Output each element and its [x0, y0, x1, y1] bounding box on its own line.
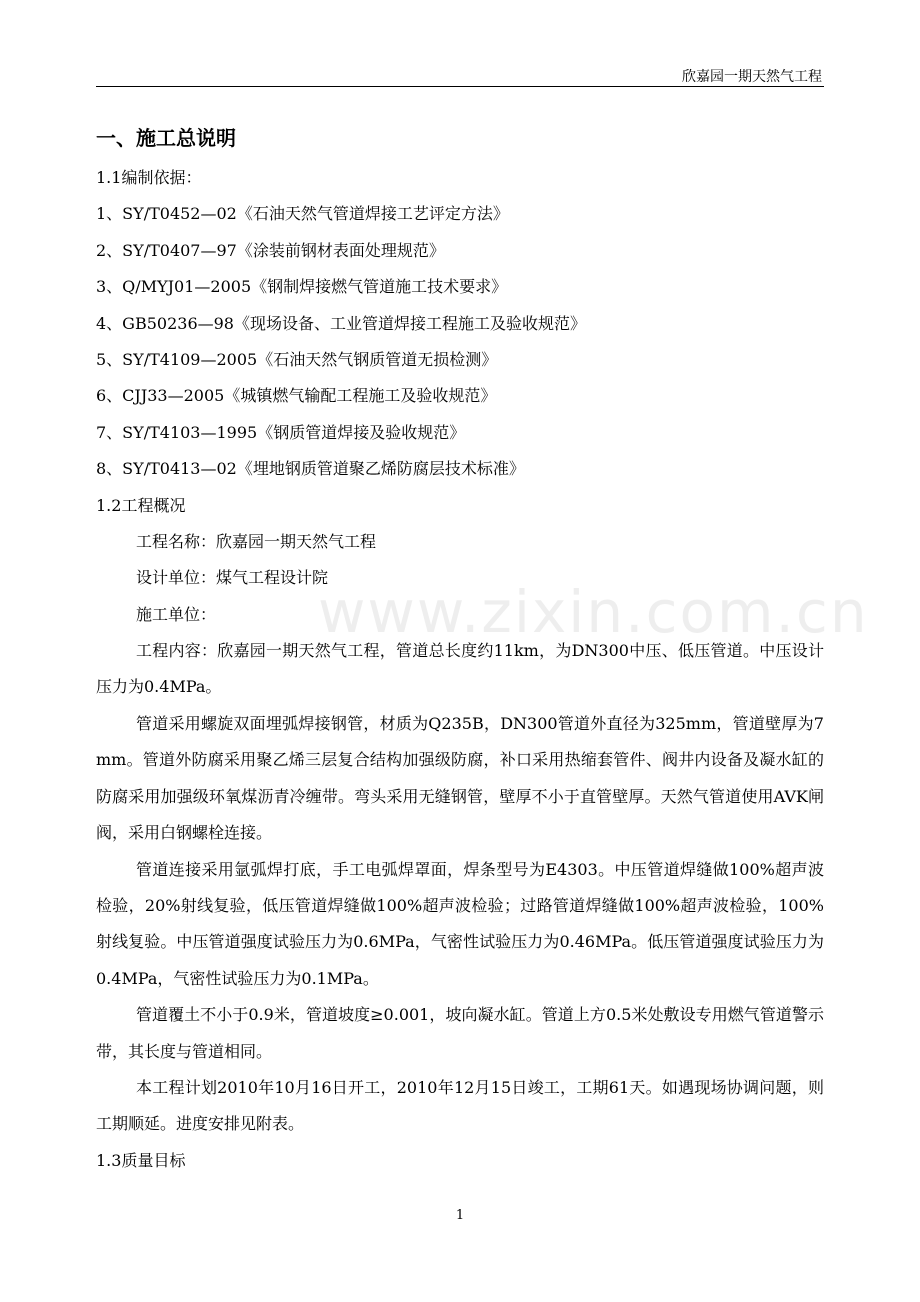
header-divider: [96, 86, 824, 87]
overview-heading: 1.2工程概况: [96, 495, 186, 515]
overview-paragraph: 工程内容：欣嘉园一期天然气工程，管道总长度约11km，为DN300中压、低压管道。中压设计压力为0.4MPa。: [96, 641, 824, 697]
document-body: [96, 160, 824, 1179]
basis-item: 1、SY/T0452—02《石油天然气管道焊接工艺评定方法》: [96, 204, 509, 224]
basis-item: 7、SY/T4103—1995《钢质管道焊接及验收规范》: [96, 422, 466, 442]
quality-heading: 1.3质量目标: [96, 1150, 186, 1170]
construction-unit: 施工单位：: [136, 604, 217, 624]
basis-item: 5、SY/T4109—2005《石油天然气钢质管道无损检测》: [96, 349, 498, 369]
basis-item: 2、SY/T0407—97《涂装前钢材表面处理规范》: [96, 240, 445, 260]
section-title: 一、施工总说明: [96, 126, 236, 150]
project-name: 工程名称：欣嘉园一期天然气工程: [136, 531, 377, 551]
basis-item: 3、Q/MYJ01—2005《钢制焊接燃气管道施工技术要求》: [96, 277, 508, 297]
page-number: 1: [455, 1208, 465, 1223]
basis-item: 6、CJJ33—2005《城镇燃气输配工程施工及验收规范》: [96, 386, 497, 406]
design-unit: 设计单位：煤气工程设计院: [136, 568, 329, 588]
basis-item: 8、SY/T0413—02《埋地钢质管道聚乙烯防腐层技术标准》: [96, 459, 525, 479]
page-header-title: 欣嘉园一期天然气工程: [682, 69, 822, 85]
overview-paragraph: 管道采用螺旋双面埋弧焊接钢管，材质为Q235B，DN300管道外直径为325mm，管道壁厚为7 mm。管道外防腐采用聚乙烯三层复合结构加强级防腐，补口采用热缩套管件、阀井内设备及凝水缸的防腐采用加强级环氧煤沥青冷缠带。弯头采用无缝钢管，壁厚不小于直管壁厚。天然气管道使用AVK闸阀，采用白钢螺栓连接。: [96, 713, 824, 843]
overview-paragraph: 管道覆土不小于0.9米，管道坡度≥0.001，坡向凝水缸。管道上方0.5米处敷设专用燃气管道警示带，其长度与管道相同。: [96, 1005, 824, 1061]
overview-paragraph: 管道连接采用氩弧焊打底，手工电弧焊罩面，焊条型号为E4303。中压管道焊缝做100%超声波检验，20%射线复验，低压管道焊缝做100%超声波检验；过路管道焊缝做100%超声波检验，100%射线复验。中压管道强度试验压力为0.6MPa，气密性试验压力为0.46MPa。低压管道强度试验压力为0.4MPa，气密性试验压力为0.1MPa。: [96, 859, 824, 988]
basis-item: 4、GB50236—98《现场设备、工业管道焊接工程施工及验收规范》: [96, 313, 586, 333]
overview-paragraph: 本工程计划2010年10月16日开工，2010年12月15日竣工，工期61天。如遇现场协调问题，则工期顺延。进度安排见附表。: [96, 1077, 824, 1134]
watermark: www.zixin.com.cn: [318, 578, 869, 646]
basis-heading: 1.1编制依据：: [96, 168, 202, 187]
